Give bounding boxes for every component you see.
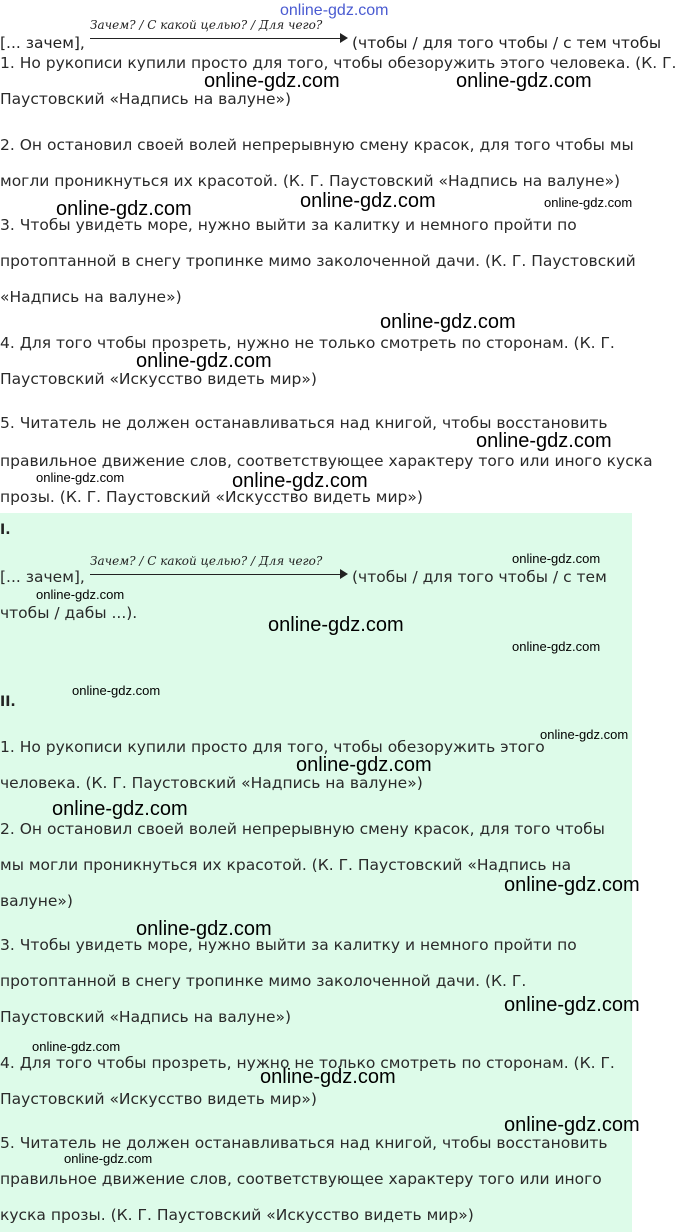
watermark: online-gdz.com xyxy=(540,727,629,742)
answer-sentence-4-line-1: 4. Для того чтобы прозреть, нужно не только смотреть по сторонам. (К. Г. xyxy=(0,1054,615,1072)
scheme-arrow-label: Зачем? / С какой целью? / Для чего? xyxy=(90,18,323,32)
watermark: online-gdz.com xyxy=(136,350,272,372)
watermark: online-gdz.com xyxy=(380,311,516,333)
answer-sentence-1-line-1: 1. Но рукописи купили просто для того, чтобы обезоружить этого xyxy=(0,738,545,756)
watermark: online-gdz.com xyxy=(544,195,633,210)
sentence-1-line-1: 1. Но рукописи купили просто для того, чтобы обезоружить этого человека. (К. Г. xyxy=(0,54,677,72)
watermark: online-gdz.com xyxy=(476,430,612,452)
answer-sentence-3-line-2: протоптанной в снегу тропинке мимо заколоченной дачи. (К. Г. xyxy=(0,972,527,990)
answer-heading-2: II. xyxy=(0,694,16,710)
sentence-2-line-1: 2. Он остановил своей волей непрерывную смену красок, для того чтобы мы xyxy=(0,136,634,154)
sentence-4-line-1: 4. Для того чтобы прозреть, нужно не только смотреть по сторонам. (К. Г. xyxy=(0,334,615,352)
watermark: online-gdz.com xyxy=(56,198,192,220)
watermark: online-gdz.com xyxy=(32,1039,121,1054)
watermark: online-gdz.com xyxy=(52,798,188,820)
arrow-line xyxy=(90,574,342,575)
watermark: online-gdz.com xyxy=(72,683,161,698)
answer-sentence-5-line-1: 5. Читатель не должен останавливаться над книгой, чтобы восстановить xyxy=(0,1134,608,1152)
watermark: online-gdz.com xyxy=(36,587,125,602)
scheme-arrow xyxy=(90,556,348,582)
sentence-3-line-1: 3. Чтобы увидеть море, нужно выйти за калитку и немного пройти по xyxy=(0,216,577,234)
watermark: online-gdz.com xyxy=(36,470,125,485)
answer-sentence-1-line-2: человека. (К. Г. Паустовский «Надпись на валуне») xyxy=(0,774,423,792)
sentence-5-line-2: правильное движение слов, соответствующее характеру того или иного куска xyxy=(0,452,653,470)
watermark: online-gdz.com xyxy=(232,470,368,492)
answer-sentence-2-line-2: мы могли проникнуться их красотой. (К. Г. Паустовский «Надпись на xyxy=(0,856,572,874)
watermark: online-gdz.com xyxy=(512,551,601,566)
scheme-cut-right: (чтобы / для того чтобы / с тем чтобы xyxy=(352,34,662,52)
answer-sentence-5-line-3: куска прозы. (К. Г. Паустовский «Искусство видеть мир») xyxy=(0,1206,474,1224)
sentence-2-line-2: могли проникнуться их красотой. (К. Г. Паустовский «Надпись на валуне») xyxy=(0,172,621,190)
answer-sentence-4-line-2: Паустовский «Искусство видеть мир») xyxy=(0,1090,317,1108)
arrow-line xyxy=(90,38,342,39)
scheme-arrow-top xyxy=(90,20,348,46)
answer-heading-1: I. xyxy=(0,522,11,538)
sentence-5-line-1: 5. Читатель не должен останавливаться над книгой, чтобы восстановить xyxy=(0,414,608,432)
scheme-arrow-label: Зачем? / С какой целью? / Для чего? xyxy=(90,554,323,568)
watermark: online-gdz.com xyxy=(456,70,592,92)
sentence-4-line-2: Паустовский «Искусство видеть мир») xyxy=(0,370,317,388)
watermark: online-gdz.com xyxy=(300,190,436,212)
answer-sentence-5-line-2: правильное движение слов, соответствующее характеру того или иного xyxy=(0,1170,602,1188)
sentence-5-line-3: прозы. (К. Г. Паустовский «Искусство видеть мир») xyxy=(0,488,423,506)
watermark: online-gdz.com xyxy=(136,918,272,940)
arrow-head-icon xyxy=(340,569,348,579)
watermark: online-gdz.com xyxy=(204,70,340,92)
watermark: online-gdz.com xyxy=(512,639,601,654)
answer-sentence-2-line-1: 2. Он остановил своей волей непрерывную смену красок, для того чтобы xyxy=(0,820,605,838)
answer-sentence-3-line-1: 3. Чтобы увидеть море, нужно выйти за калитку и немного пройти по xyxy=(0,936,577,954)
sentence-3-line-2: протоптанной в снегу тропинке мимо заколоченной дачи. (К. Г. Паустовский xyxy=(0,252,636,270)
arrow-head-icon xyxy=(340,33,348,43)
watermark: online-gdz.com xyxy=(504,1114,640,1136)
scheme-cut-left: [... зачем], xyxy=(0,34,85,52)
watermark: online-gdz.com xyxy=(504,874,640,896)
sentence-1-line-2: Паустовский «Надпись на валуне») xyxy=(0,90,292,108)
scheme-left: [... зачем], xyxy=(0,568,85,586)
scheme-line-2: чтобы / дабы ...). xyxy=(0,604,138,622)
watermark: online-gdz.com xyxy=(64,1151,153,1166)
scheme-right: (чтобы / для того чтобы / с тем xyxy=(352,568,607,586)
watermark: online-gdz.com xyxy=(260,1066,396,1088)
sentence-3-line-3: «Надпись на валуне») xyxy=(0,288,182,306)
watermark: online-gdz.com xyxy=(296,754,432,776)
site-header-logo[interactable]: online-gdz.com xyxy=(280,2,389,19)
answer-sentence-3-line-3: Паустовский «Надпись на валуне») xyxy=(0,1008,292,1026)
watermark: online-gdz.com xyxy=(504,994,640,1016)
answer-sentence-2-line-3: валуне») xyxy=(0,892,73,910)
watermark: online-gdz.com xyxy=(268,614,404,636)
